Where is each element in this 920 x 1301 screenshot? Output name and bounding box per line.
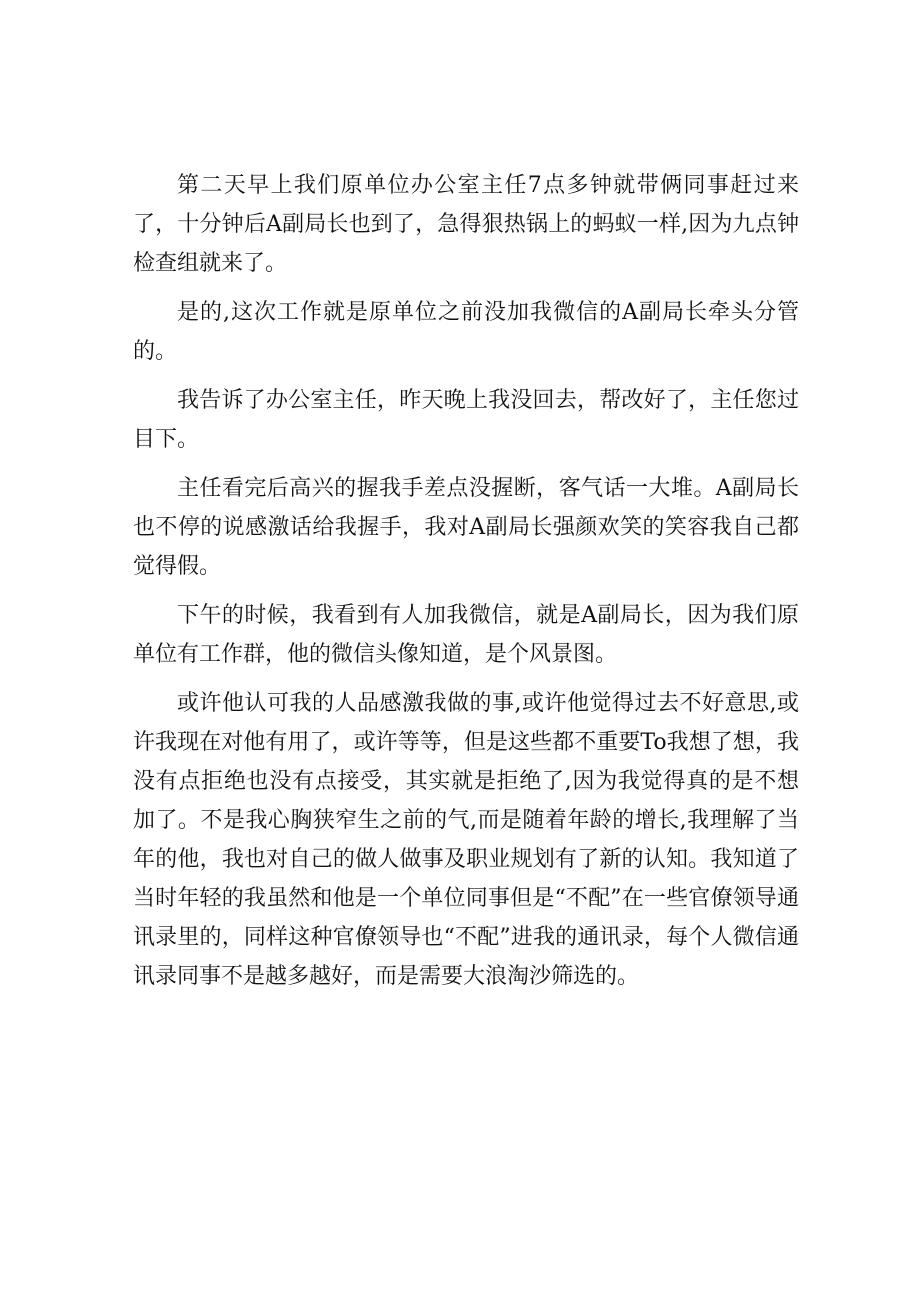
paragraph-6: 或许他认可我的人品感激我做的事,或许他觉得过去不好意思,或许我现在对他有用了，或许等等，但是这些都不重要To我想了想，我没有点拒绝也没有点接受，其实就是拒绝了,因为我觉得真的是不想加了。不是我心胸狭窄生之前的气,而是随着年龄的增长,我理解了当年的他，我也对自己的做人做事及职业规划有了新的认知。我知道了当时年轻的我虽然和他是一个单位同事但是“不配”在一些官僚领导通讯录里的，同样这种官僚领导也“不配”进我的通讯录，每个人微信通讯录同事不是越多越好，而是需要大浪淘沙筛选的。 [133, 691, 799, 989]
paragraph-5: 下午的时候，我看到有人加我微信，就是A副局长，因为我们原单位有工作群，他的微信头像知道，是个风景图。 [133, 603, 799, 667]
paragraph-2: 是的,这次工作就是原单位之前没加我微信的A副局长牵头分管的。 [133, 300, 799, 364]
document-body [133, 166, 799, 1006]
paragraph-1: 第二天早上我们原单位办公室主任7点多钟就带俩同事赶过来了，十分钟后A副局长也到了，急得狠热锅上的蚂蚁一样,因为九点钟检查组就来了。 [133, 173, 799, 276]
paragraph-3: 我告诉了办公室主任，昨天晚上我没回去，帮改好了，主任您过目下。 [133, 388, 799, 452]
paragraph-4: 主任看完后高兴的握我手差点没握断，客气话一大堆。A副局长也不停的说感激话给我握手，我对A副局长强颜欢笑的笑容我自己都觉得假。 [133, 476, 799, 579]
